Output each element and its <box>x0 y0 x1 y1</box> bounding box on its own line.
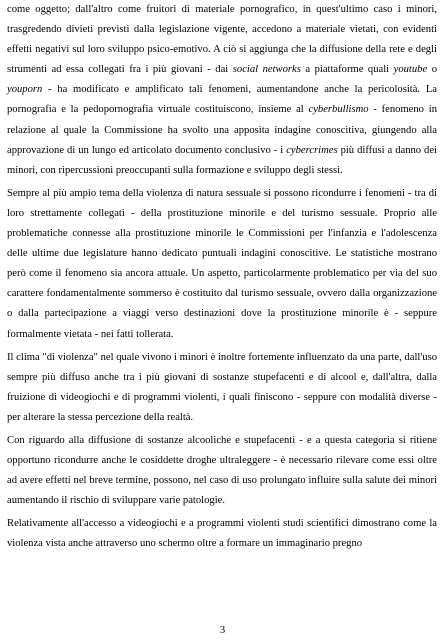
paragraph-5 <box>7 514 437 554</box>
italic-term: cyberbullismo <box>308 104 369 116</box>
italic-term: youtube <box>393 64 428 76</box>
text-run: a piattaforme quali <box>300 64 394 76</box>
italic-term: cybercrimes <box>286 144 338 156</box>
italic-term: social networks <box>232 64 301 76</box>
text-run: più diffusi a danno dei minori, con ripercussioni preoccupanti sulla formazione e sviluppo degli stessi. <box>7 144 437 176</box>
paragraph-4 <box>7 431 437 511</box>
text-run: Sempre al più ampio tema della violenza di natura sessuale si possono ricondurre i fenomeni - tra di loro strettamente collegati - della prostituzione minorile e del turismo sessuale. Proprio alle problematiche connesse alla prostituzione minorile le Commissioni per l'infanzia e l'adolescenza delle ultime due legislature hanno dedicato puntuali indagini conoscitive. Le statistiche mostrano però come il fenomeno sia ancora attuale. Un aspetto, particolarmente problematico per via del suo carattere fondamentalmente sommerso è costituito dal turismo sessuale, ovvero dalla organizzazione o dalla partecipazione a viaggi verso destinazioni dove la prostituzione minorile è - seppure formalmente vietata - nei fatti tollerata. <box>7 187 437 340</box>
paragraph-3 <box>7 348 437 428</box>
text-run: Con riguardo alla diffusione di sostanze alcooliche e stupefacenti - e a questa categoria si ritiene opportuno ricondurre anche le cosiddette droghe ultraleggere - è necessario rilevare come essi oltre ad avere effetti nel breve termine, possono, nel caso di uso prolungato influire sulla salute dei minori aumentando il rischio di sviluppare varie patologie. <box>7 434 437 507</box>
page-number: 3 <box>219 625 226 636</box>
text-run: o <box>427 64 437 76</box>
paragraph-2 <box>7 184 437 345</box>
text-run: Relativamente all'accesso a videogiochi e a programmi violenti studi scientifici dimostrano come la violenza vista anche attraverso uno schermo oltre a formare un immaginario pregno <box>7 518 437 550</box>
italic-term: youporn <box>7 84 43 96</box>
text-run: - ha modificato e amplificato tali fenomeni, aumentandone anche la pericolosità. La pornografia e la pedopornografia virtuale costituiscono, insieme al <box>7 84 437 116</box>
text-run: Il clima "di violenza" nel quale vivono i minori è inoltre fortemente influenzato da una parte, dall'uso sempre più diffuso anche tra i più giovani di sostanze stupefacenti e di alcool e, dall'altra, dalla fruizione di videogiochi e di programmi violenti, i quali finiscono - seppure con modalità diverse - per alterare la stessa percezione della realtà. <box>7 351 437 423</box>
paragraph-1 <box>7 0 437 181</box>
text-run: come oggetto; dall'altro come fruitori di materiale pornografico, in quest'ultimo caso i minori, trasgredendo divieti previsti dalla legislazione vigente, accedono a materiale vietati, con evidenti effetti negativi sul loro sviluppo psico-emotivo. A ciò si aggiunga che la diffusione della rete e degli strumenti ad essa collegati fra i più giovani - dai <box>7 4 437 76</box>
text-run: - fenomeno in relazione al quale la Commissione ha svolto una apposita indagine conoscitiva, giungendo alla approvazione di un lungo ed articolato documento conclusivo - i <box>7 104 437 156</box>
body-text <box>7 0 437 555</box>
